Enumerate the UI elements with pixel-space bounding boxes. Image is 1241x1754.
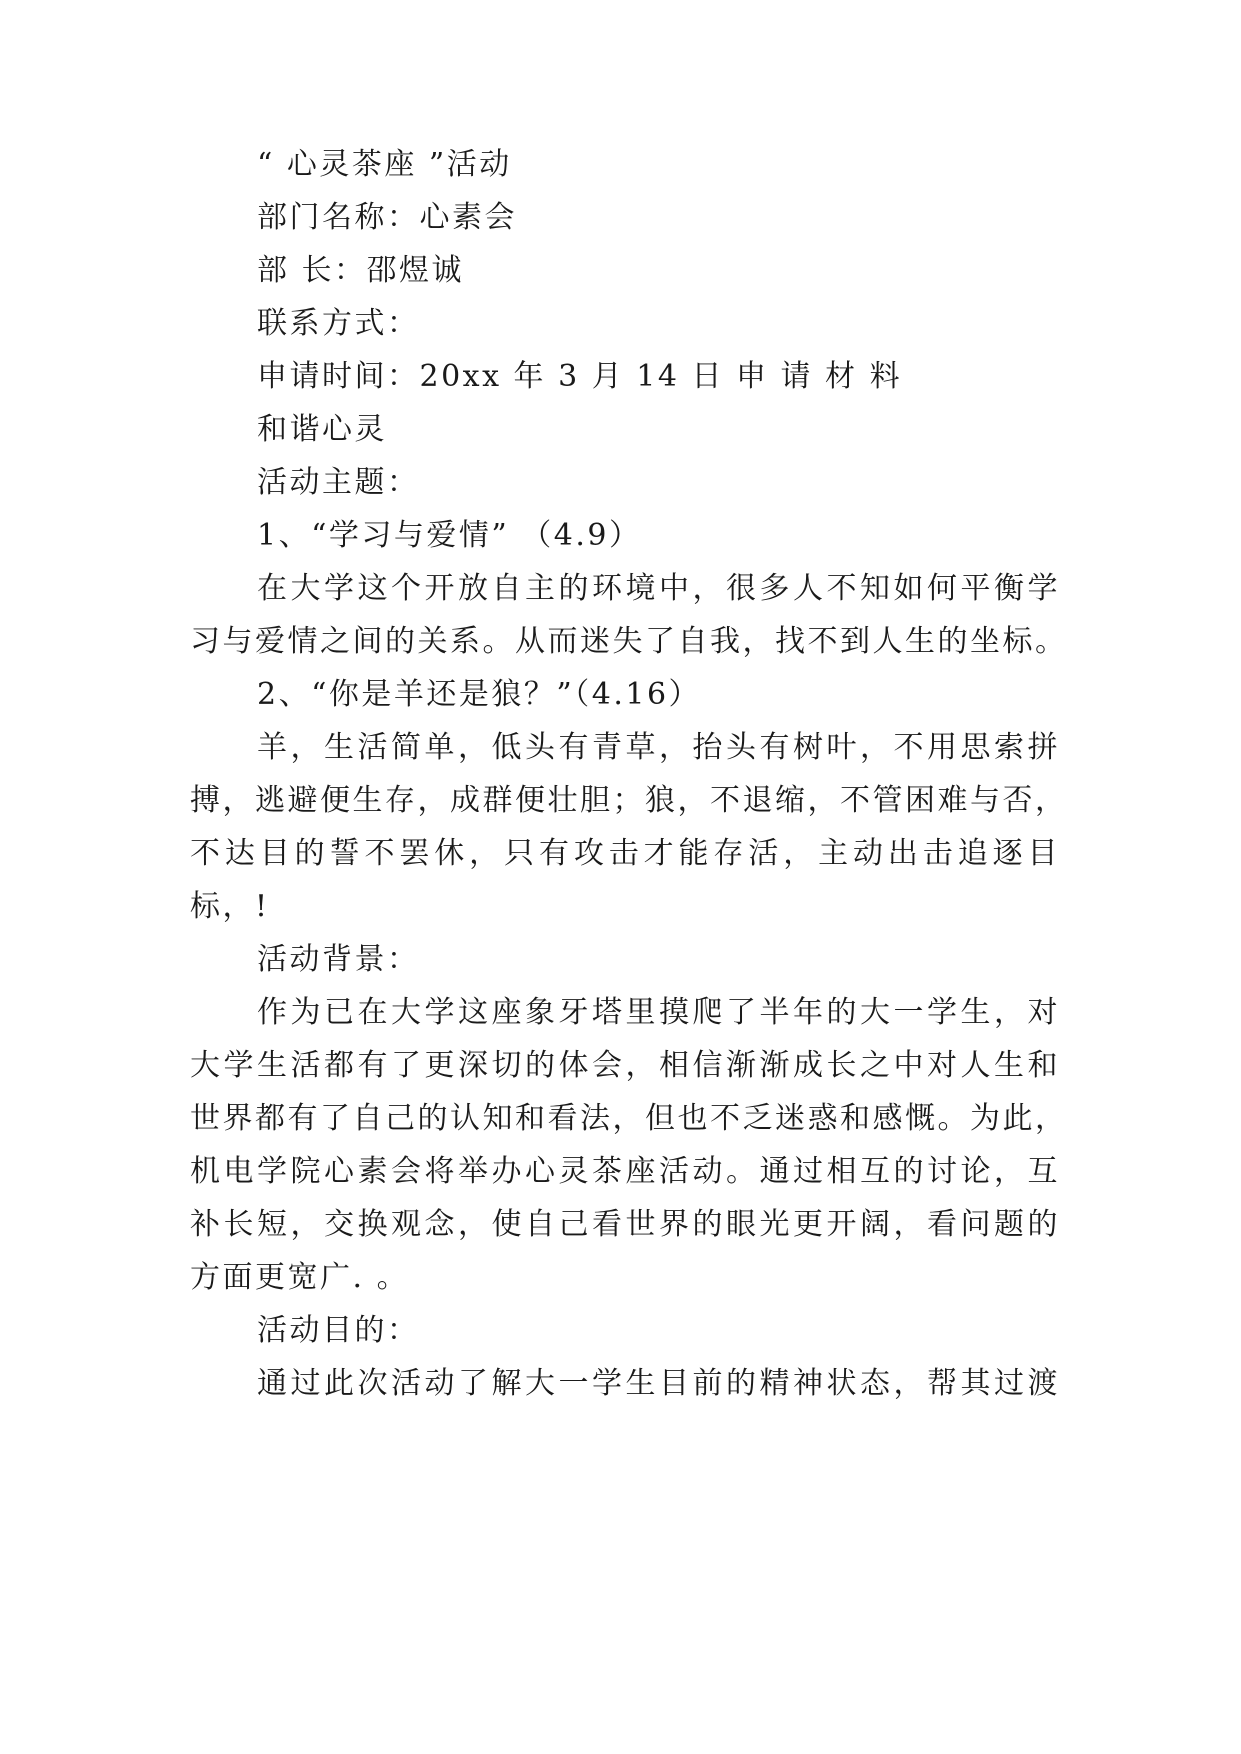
theme2-title: 2、“你是羊还是狼？”（4.16） xyxy=(257,677,702,712)
contact-line: 联系方式： xyxy=(257,306,420,341)
paragraph-line: 方面更宽广. 。 xyxy=(190,1260,410,1295)
paragraph-line: 大学生活都有了更深切的体会，相信渐渐成长之中对人生和 xyxy=(190,1048,1060,1083)
background-heading: 活动背景： xyxy=(257,942,420,977)
paragraph-line: 世界都有了自己的认知和看法，但也不乏迷惑和感慨。为此， xyxy=(190,1101,1068,1136)
paragraph-line: 搏，逃避便生存，成群便壮胆；狼，不退缩，不管困难与否， xyxy=(190,783,1068,818)
paragraph-line: 作为已在大学这座象牙塔里摸爬了半年的大一学生，对 xyxy=(257,995,1060,1030)
slogan-line: 和谐心灵 xyxy=(257,412,387,447)
department-line: 部门名称：心素会 xyxy=(257,200,517,235)
minister-line: 部 长：邵煜诚 xyxy=(257,253,465,288)
document-title: “ 心灵茶座 ”活动 xyxy=(257,147,512,182)
paragraph-line: 习与爱情之间的关系。从而迷失了自我，找不到人生的坐标。 xyxy=(190,624,1068,659)
purpose-heading: 活动目的： xyxy=(257,1313,420,1348)
paragraph-line: 机电学院心素会将举办心灵茶座活动。通过相互的讨论，互 xyxy=(190,1154,1060,1189)
paragraph-line: 羊，生活简单，低头有青草，抬头有树叶，不用思索拼 xyxy=(257,730,1060,765)
paragraph-line: 不达目的誓不罢休，只有攻击才能存活，主动出击追逐目 xyxy=(190,836,1060,871)
paragraph-line: 在大学这个开放自主的环境中，很多人不知如何平衡学 xyxy=(257,571,1060,606)
theme-heading: 活动主题： xyxy=(257,465,420,500)
paragraph-line: 通过此次活动了解大一学生目前的精神状态，帮其过渡 xyxy=(257,1366,1060,1401)
apply-time-line: 申请时间：20xx 年 3 月 14 日 申 请 材 料 xyxy=(257,359,903,394)
paragraph-line: 标，! xyxy=(190,889,270,924)
paragraph-line: 补长短，交换观念，使自己看世界的眼光更开阔，看问题的 xyxy=(190,1207,1060,1242)
theme1-title: 1、“学习与爱情” （4.9） xyxy=(257,518,642,553)
